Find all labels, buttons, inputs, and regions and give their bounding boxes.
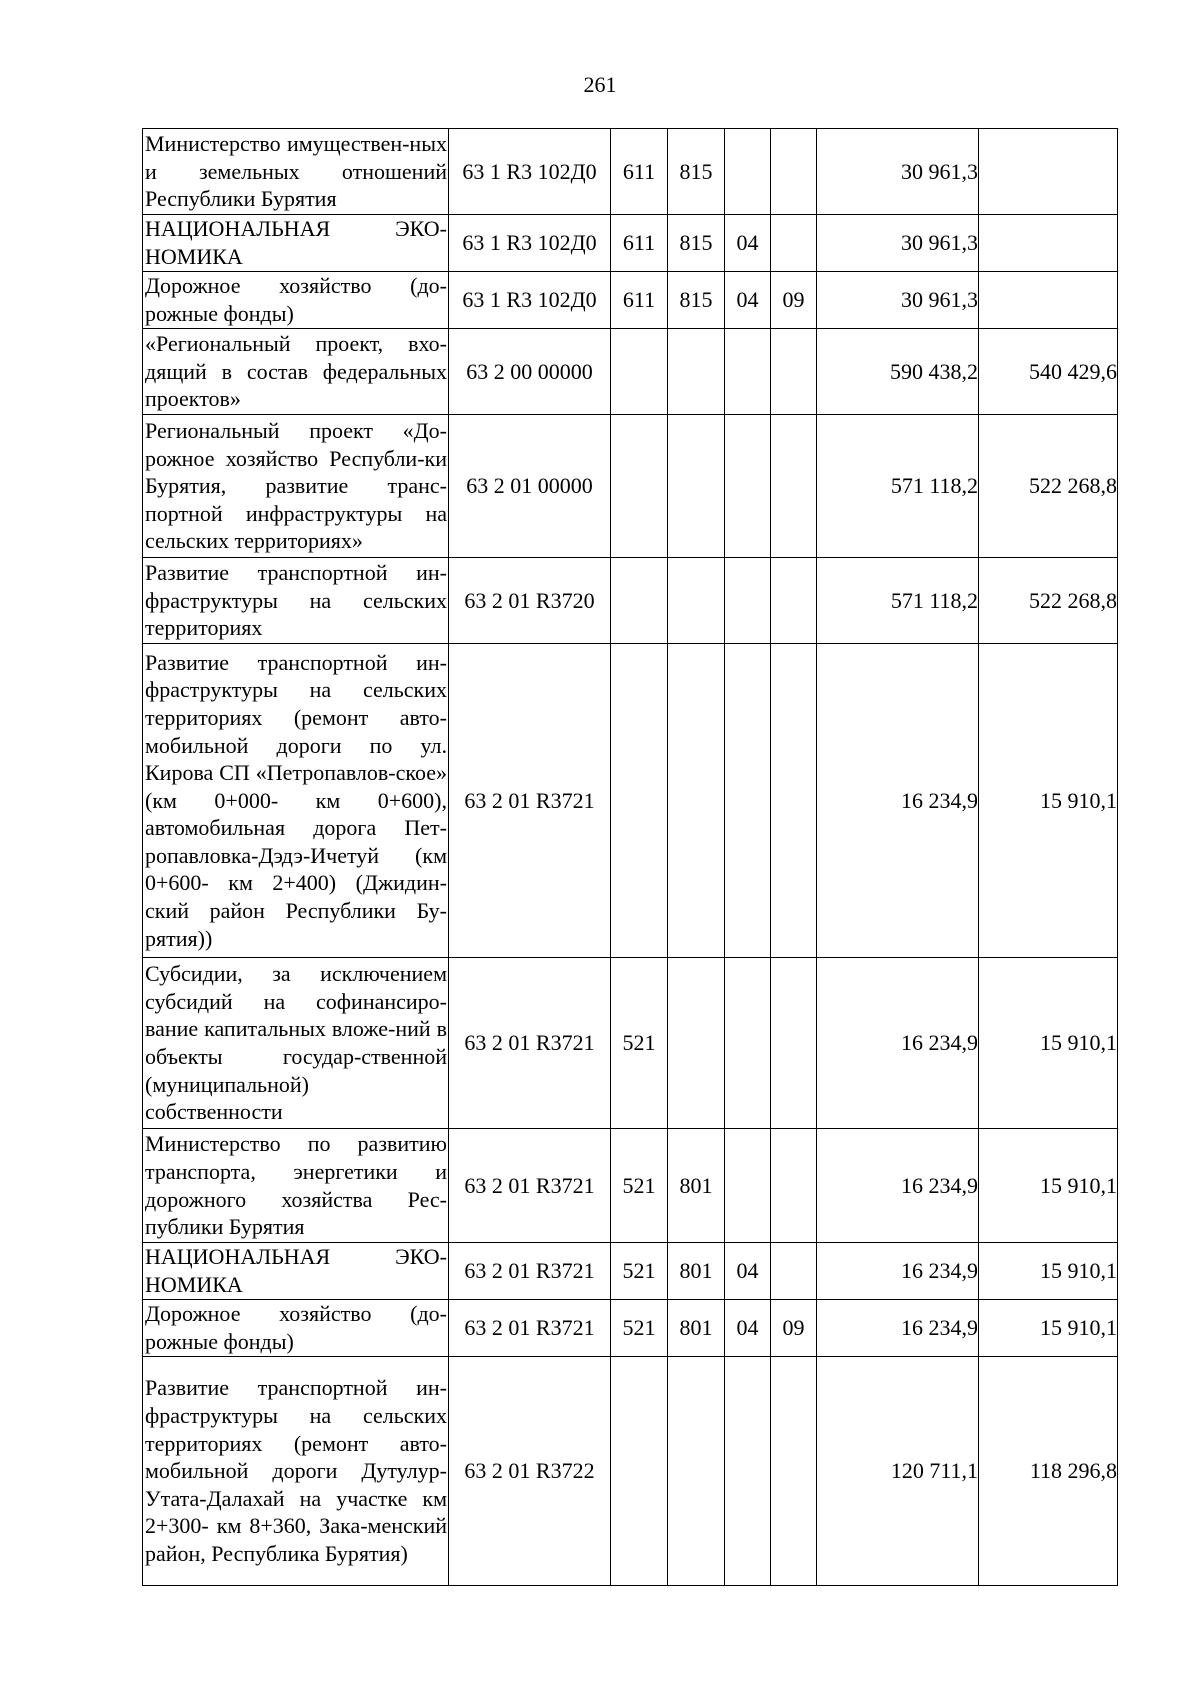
cell-ministry-code <box>668 644 725 958</box>
cell-name: Развитие транспортной ин-фраструктуры на сельских территориях (ремонт авто-мобильной дороги Дутулур-Утата-Далахай на участке км 2+300- км 8+360, Зака-менский район, Республика Бурятия) <box>143 1357 449 1586</box>
cell-target-code: 63 2 00 00000 <box>449 329 611 415</box>
cell-name: Региональный проект «До-рожное хозяйство Республи-ки Бурятия, развитие транс-портной инфраструктуры на сельских территориях» <box>143 415 449 558</box>
cell-name: Развитие транспортной ин-фраструктуры на сельских территориях <box>143 558 449 644</box>
cell-section <box>725 558 771 644</box>
cell-section <box>725 644 771 958</box>
cell-name: Дорожное хозяйство (до-рожные фонды) <box>143 1300 449 1357</box>
cell-target-code: 63 1 R3 102Д0 <box>449 129 611 215</box>
cell-name: «Региональный проект, вхо-дящий в состав федеральных проектов» <box>143 329 449 415</box>
cell-amount-1: 571 118,2 <box>817 558 979 644</box>
cell-target-code: 63 1 R3 102Д0 <box>449 215 611 272</box>
cell-amount-2 <box>979 215 1118 272</box>
cell-amount-1: 16 234,9 <box>817 1129 979 1243</box>
cell-expense-type: 521 <box>611 1129 668 1243</box>
cell-name: Министерство имуществен-ных и земельных отношений Республики Бурятия <box>143 129 449 215</box>
cell-section: 04 <box>725 1300 771 1357</box>
cell-subsection <box>771 1129 817 1243</box>
cell-amount-1: 16 234,9 <box>817 644 979 958</box>
cell-section <box>725 129 771 215</box>
cell-name: НАЦИОНАЛЬНАЯ ЭКО-НОМИКА <box>143 1243 449 1300</box>
cell-expense-type <box>611 1357 668 1586</box>
cell-amount-2: 15 910,1 <box>979 1129 1118 1243</box>
cell-name: Развитие транспортной ин-фраструктуры на сельских территориях (ремонт авто-мобильной дороги по ул. Кирова СП «Петропавлов-ское» (км 0+000- км 0+600), автомобильная дорога Пет-ропавловка-Дэдэ-Ичетуй (км 0+600- км 2+400) (Джидин-ский район Республики Бу-рятия)) <box>143 644 449 958</box>
cell-amount-2 <box>979 272 1118 329</box>
cell-amount-1: 590 438,2 <box>817 329 979 415</box>
cell-ministry-code <box>668 558 725 644</box>
cell-name: НАЦИОНАЛЬНАЯ ЭКО-НОМИКА <box>143 215 449 272</box>
cell-ministry-code <box>668 958 725 1129</box>
cell-subsection <box>771 1357 817 1586</box>
cell-section: 04 <box>725 215 771 272</box>
cell-expense-type: 611 <box>611 129 668 215</box>
table-row <box>143 1243 1118 1300</box>
cell-ministry-code <box>668 329 725 415</box>
cell-section <box>725 415 771 558</box>
cell-amount-2: 118 296,8 <box>979 1357 1118 1586</box>
cell-target-code: 63 2 01 R3721 <box>449 958 611 1129</box>
cell-name: Министерство по развитию транспорта, энергетики и дорожного хозяйства Рес-публики Бурятия <box>143 1129 449 1243</box>
table-row <box>143 215 1118 272</box>
cell-ministry-code: 801 <box>668 1243 725 1300</box>
table-row <box>143 644 1118 958</box>
budget-table <box>142 128 1118 1586</box>
cell-name: Субсидии, за исключением субсидий на софинансиро-вание капитальных вложе-ний в объекты государ-ственной (муниципальной) собственности <box>143 958 449 1129</box>
cell-target-code: 63 2 01 R3720 <box>449 558 611 644</box>
cell-amount-2: 15 910,1 <box>979 958 1118 1129</box>
table-row <box>143 1129 1118 1243</box>
cell-amount-1: 571 118,2 <box>817 415 979 558</box>
table-row <box>143 558 1118 644</box>
cell-expense-type: 521 <box>611 958 668 1129</box>
cell-amount-1: 120 711,1 <box>817 1357 979 1586</box>
cell-amount-1: 16 234,9 <box>817 958 979 1129</box>
cell-target-code: 63 2 01 R3721 <box>449 1243 611 1300</box>
cell-expense-type <box>611 415 668 558</box>
cell-amount-1: 30 961,3 <box>817 215 979 272</box>
table-row <box>143 958 1118 1129</box>
cell-subsection <box>771 129 817 215</box>
cell-amount-1: 16 234,9 <box>817 1243 979 1300</box>
cell-ministry-code: 801 <box>668 1129 725 1243</box>
table-row <box>143 415 1118 558</box>
cell-amount-2: 15 910,1 <box>979 1243 1118 1300</box>
cell-target-code: 63 2 01 R3721 <box>449 1300 611 1357</box>
cell-target-code: 63 2 01 R3721 <box>449 1129 611 1243</box>
cell-section <box>725 958 771 1129</box>
cell-subsection <box>771 644 817 958</box>
cell-amount-2 <box>979 129 1118 215</box>
cell-ministry-code: 815 <box>668 129 725 215</box>
table-row <box>143 329 1118 415</box>
table-row <box>143 1357 1118 1586</box>
cell-amount-2: 15 910,1 <box>979 1300 1118 1357</box>
cell-section <box>725 1357 771 1586</box>
cell-ministry-code: 801 <box>668 1300 725 1357</box>
cell-target-code: 63 2 01 00000 <box>449 415 611 558</box>
cell-section <box>725 329 771 415</box>
cell-section <box>725 1129 771 1243</box>
cell-name: Дорожное хозяйство (до-рожные фонды) <box>143 272 449 329</box>
cell-subsection <box>771 415 817 558</box>
cell-target-code: 63 2 01 R3721 <box>449 644 611 958</box>
cell-expense-type: 521 <box>611 1300 668 1357</box>
cell-amount-2: 15 910,1 <box>979 644 1118 958</box>
cell-ministry-code <box>668 1357 725 1586</box>
cell-amount-1: 30 961,3 <box>817 129 979 215</box>
cell-amount-2: 540 429,6 <box>979 329 1118 415</box>
table-row <box>143 272 1118 329</box>
cell-subsection <box>771 958 817 1129</box>
cell-expense-type: 611 <box>611 272 668 329</box>
cell-subsection: 09 <box>771 272 817 329</box>
cell-amount-1: 30 961,3 <box>817 272 979 329</box>
cell-amount-2: 522 268,8 <box>979 558 1118 644</box>
cell-expense-type <box>611 558 668 644</box>
cell-subsection: 09 <box>771 1300 817 1357</box>
cell-target-code: 63 2 01 R3722 <box>449 1357 611 1586</box>
cell-subsection <box>771 329 817 415</box>
cell-subsection <box>771 215 817 272</box>
cell-subsection <box>771 1243 817 1300</box>
page-number: 261 <box>583 72 617 97</box>
table-row <box>143 129 1118 215</box>
table-row <box>143 1300 1118 1357</box>
table-body <box>143 129 1118 1586</box>
cell-section: 04 <box>725 272 771 329</box>
cell-amount-1: 16 234,9 <box>817 1300 979 1357</box>
cell-section: 04 <box>725 1243 771 1300</box>
cell-target-code: 63 1 R3 102Д0 <box>449 272 611 329</box>
cell-ministry-code: 815 <box>668 272 725 329</box>
cell-amount-2: 522 268,8 <box>979 415 1118 558</box>
cell-ministry-code: 815 <box>668 215 725 272</box>
cell-expense-type: 611 <box>611 215 668 272</box>
cell-ministry-code <box>668 415 725 558</box>
cell-expense-type <box>611 644 668 958</box>
cell-expense-type: 521 <box>611 1243 668 1300</box>
cell-expense-type <box>611 329 668 415</box>
cell-subsection <box>771 558 817 644</box>
